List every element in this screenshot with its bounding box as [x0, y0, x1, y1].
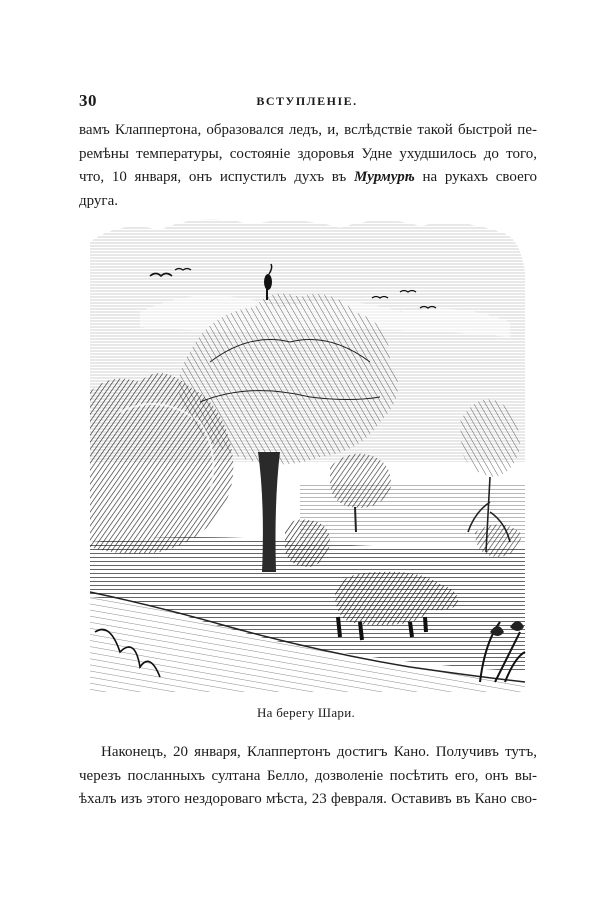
running-title: ВСТУПЛЕНІЕ. — [256, 94, 358, 108]
paragraph-1-line-3 — [79, 166, 537, 190]
line-3-end: на рукахъ своего — [414, 169, 538, 185]
paragraph-1 — [79, 119, 537, 213]
paragraph-1-line-2: ремѣны температуры, состояніе здоровья Удне ухудшилось до того, — [79, 145, 537, 162]
mid-tree — [330, 454, 391, 508]
paragraph-1-line-4: друга. — [79, 192, 118, 209]
illustration-caption: На берегу Шари. — [256, 705, 356, 720]
place-name-murmur: Мурмурѣ — [353, 169, 415, 185]
paragraph-2-line-1: Наконецъ, 20 января, Клаппертонъ достигъ Кано. Получивъ тутъ, — [101, 744, 537, 760]
paragraph-1-line-1: вамъ Клаппертона, образовался ледъ, и, вслѣдствіе такой быстрой пе- — [79, 122, 537, 138]
page-number: 30 — [79, 91, 97, 110]
engraving-illustration — [80, 212, 536, 692]
page-header — [79, 91, 535, 113]
paragraph-2 — [79, 741, 537, 812]
paragraph-2-line-2: черезъ посланныхъ султана Белло, дозволеніе посѣтить его, онъ вы- — [79, 767, 537, 784]
paragraph-2-line-3: ѣхалъ изъ этого нездороваго мѣста, 23 февраля. Оставивъ въ Кано сво- — [79, 791, 537, 807]
line-3-start: что, 10 января, онъ испустилъ духъ въ — [79, 169, 354, 185]
